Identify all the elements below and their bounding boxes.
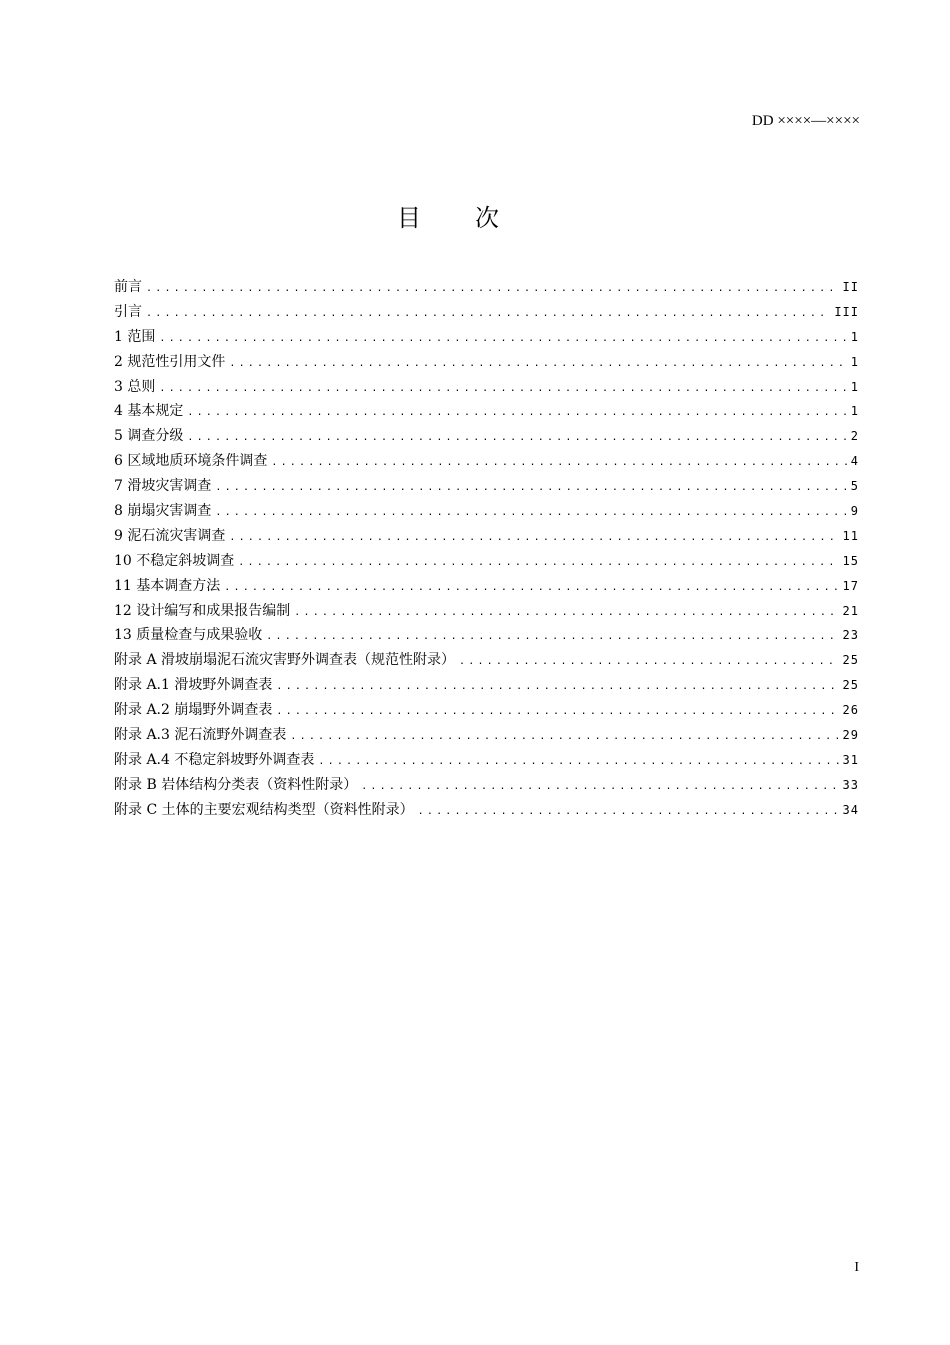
toc-entry-label: 引言 bbox=[114, 303, 142, 320]
toc-entry[interactable] bbox=[114, 724, 859, 749]
toc-entry-label: 4 基本规定 bbox=[114, 403, 184, 420]
toc-entry-page: 5 bbox=[850, 479, 859, 494]
toc-entry[interactable] bbox=[114, 774, 859, 799]
toc-leader-dots bbox=[159, 383, 846, 394]
toc-entry-page: 9 bbox=[850, 504, 859, 519]
toc-leader-dots bbox=[361, 781, 838, 792]
toc-entry-page: 21 bbox=[842, 603, 859, 618]
toc-entry-label: 附录 B 岩体结构分类表（资料性附录） bbox=[114, 776, 358, 793]
toc-entry[interactable] bbox=[114, 301, 859, 326]
toc-entry[interactable] bbox=[114, 699, 859, 724]
toc-entry[interactable] bbox=[114, 600, 859, 625]
toc-entry-label: 1 范围 bbox=[114, 328, 156, 345]
toc-entry-label: 13 质量检查与成果验收 bbox=[114, 627, 263, 644]
toc-leader-dots bbox=[276, 706, 838, 717]
toc-entry-page: 1 bbox=[850, 354, 859, 369]
toc-entry[interactable] bbox=[114, 525, 859, 550]
toc-entry-label: 7 滑坡灾害调查 bbox=[114, 478, 212, 495]
toc-leader-dots bbox=[294, 607, 838, 618]
toc-entry-page: 31 bbox=[842, 752, 859, 767]
toc-entry-label: 前言 bbox=[114, 279, 142, 295]
toc-entry[interactable] bbox=[114, 624, 859, 649]
toc-entry[interactable] bbox=[114, 475, 859, 500]
toc-entry-page: 33 bbox=[842, 777, 859, 792]
toc-entry-page: 25 bbox=[842, 653, 859, 668]
toc-entry[interactable] bbox=[114, 749, 859, 774]
toc-entry-page: 4 bbox=[850, 454, 859, 469]
toc-entry[interactable] bbox=[114, 799, 859, 824]
toc-entry-label: 附录 C 土体的主要宏观结构类型（资料性附录） bbox=[114, 801, 414, 818]
toc-entry-page: 15 bbox=[842, 553, 859, 568]
toc-entry[interactable] bbox=[114, 674, 859, 699]
toc-entry[interactable] bbox=[114, 575, 859, 600]
toc-leader-dots bbox=[187, 432, 846, 443]
toc-entry-page: 29 bbox=[842, 728, 859, 743]
toc-leader-dots bbox=[187, 407, 846, 418]
toc-entry[interactable] bbox=[114, 649, 859, 674]
toc-leader-dots bbox=[276, 681, 838, 692]
toc-entry[interactable] bbox=[114, 500, 859, 525]
toc-entry-label: 11 基本调查方法 bbox=[114, 577, 221, 594]
toc-leader-dots bbox=[224, 582, 838, 593]
toc-leader-dots bbox=[459, 656, 839, 667]
toc-entry-page: III bbox=[834, 304, 859, 319]
toc-leader-dots bbox=[266, 631, 838, 642]
toc-entry[interactable] bbox=[114, 400, 859, 425]
toc-entry-label: 附录 A.2 崩塌野外调查表 bbox=[114, 702, 273, 719]
toc-leader-dots bbox=[418, 806, 839, 817]
toc-entry-label: 9 泥石流灾害调查 bbox=[114, 527, 226, 544]
toc-entry-page: 26 bbox=[842, 703, 859, 718]
table-of-contents bbox=[114, 276, 859, 824]
toc-entry[interactable] bbox=[114, 376, 859, 401]
toc-entry-page: 25 bbox=[842, 678, 859, 693]
toc-entry-label: 12 设计编写和成果报告编制 bbox=[114, 602, 291, 619]
toc-leader-dots bbox=[229, 532, 838, 543]
toc-entry-page: 17 bbox=[842, 578, 859, 593]
toc-entry-label: 附录 A.1 滑坡野外调查表 bbox=[114, 677, 273, 694]
toc-entry[interactable] bbox=[114, 550, 859, 575]
toc-entry-label: 附录 A.4 不稳定斜坡野外调查表 bbox=[114, 751, 315, 768]
toc-leader-dots bbox=[290, 731, 838, 742]
toc-entry-page: 23 bbox=[842, 628, 859, 643]
toc-leader-dots bbox=[215, 482, 846, 493]
toc-leader-dots bbox=[318, 756, 838, 767]
toc-leader-dots bbox=[215, 507, 846, 518]
toc-entry[interactable] bbox=[114, 450, 859, 475]
toc-entry-label: 6 区域地质环境条件调查 bbox=[114, 453, 268, 470]
document-code: DD ××××—×××× bbox=[751, 113, 860, 129]
toc-entry-label: 附录 A.3 泥石流野外调查表 bbox=[114, 727, 287, 744]
toc-leader-dots bbox=[271, 457, 846, 468]
toc-entry-page: 1 bbox=[850, 329, 859, 344]
toc-entry-page: 34 bbox=[842, 802, 859, 817]
toc-entry-label: 5 调查分级 bbox=[114, 428, 184, 445]
toc-entry-label: 8 崩塌灾害调查 bbox=[114, 503, 212, 520]
toc-leader-dots bbox=[146, 283, 839, 294]
toc-entry[interactable] bbox=[114, 276, 859, 301]
toc-entry-label: 附录 A 滑坡崩塌泥石流灾害野外调查表（规范性附录） bbox=[114, 652, 456, 669]
page-title: 目次 bbox=[397, 204, 553, 232]
toc-leader-dots bbox=[159, 333, 846, 344]
toc-leader-dots bbox=[146, 308, 830, 319]
toc-entry-page: 11 bbox=[842, 528, 859, 543]
toc-entry[interactable] bbox=[114, 326, 859, 351]
toc-entry-label: 3 总则 bbox=[114, 378, 156, 395]
toc-entry-page: II bbox=[842, 280, 859, 294]
toc-leader-dots bbox=[238, 557, 838, 568]
toc-entry[interactable] bbox=[114, 351, 859, 376]
toc-entry[interactable] bbox=[114, 425, 859, 450]
toc-leader-dots bbox=[229, 358, 846, 369]
toc-entry-label: 10 不稳定斜坡调查 bbox=[114, 552, 235, 569]
toc-entry-page: 1 bbox=[850, 404, 859, 419]
toc-entry-label: 2 规范性引用文件 bbox=[114, 353, 226, 370]
page-number: I bbox=[854, 1260, 859, 1275]
toc-entry-page: 2 bbox=[850, 429, 859, 444]
toc-entry-page: 1 bbox=[850, 379, 859, 394]
